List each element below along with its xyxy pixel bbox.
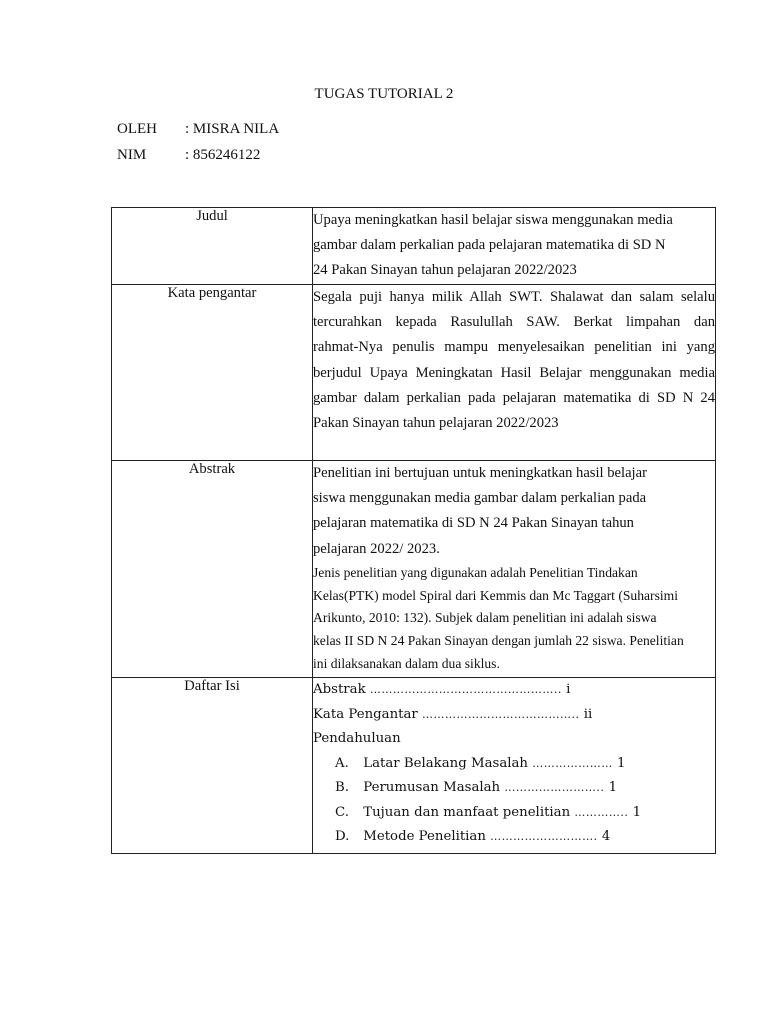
text-line: siswa menggunakan media gambar dalam perkalian pada xyxy=(313,490,647,507)
toc-sub-entry xyxy=(313,801,715,826)
abstrak-paragraph-1 xyxy=(313,461,715,562)
toc-entry-text: Kata Pengantar xyxy=(313,706,418,722)
toc-leader-dots: …………………….. xyxy=(504,781,605,794)
table-row-abstrak xyxy=(112,461,716,678)
toc-letter: D. xyxy=(335,829,350,844)
toc-entry xyxy=(313,678,715,703)
row-label-abstrak: Abstrak xyxy=(112,461,313,678)
text-line: kelas II SD N 24 Pakan Sinayan dengan jumlah 22 siswa. Penelitian xyxy=(313,633,684,649)
proposal-table xyxy=(111,207,716,854)
toc-entry-text: Perumusan Masalah xyxy=(363,780,501,795)
author-label: OLEH xyxy=(117,121,157,137)
text-line: Upaya meningkatkan hasil belajar siswa menggunakan media xyxy=(313,212,673,228)
table-row-judul xyxy=(112,208,716,285)
toc-page-number: i xyxy=(566,682,571,697)
row-content-abstrak xyxy=(313,461,716,678)
text-line: pelajaran matematika di SD N 24 Pakan Sinayan tahun xyxy=(313,515,634,532)
abstrak-paragraph-2 xyxy=(313,562,715,676)
toc-letter: A. xyxy=(335,755,349,771)
text-line: Pakan Sinayan tahun pelajaran 2022/2023 xyxy=(313,415,559,432)
text-line: berjudul Upaya Meningkatan Hasil Belajar menggunakan media xyxy=(313,364,715,381)
text-line: Penelitian ini bertujuan untuk meningkatkan hasil belajar xyxy=(313,465,647,481)
row-content-judul xyxy=(313,208,716,285)
toc-page-number: 1 xyxy=(632,804,642,820)
row-content-daftar-isi xyxy=(313,678,716,854)
toc-leader-dots: ………….. xyxy=(574,805,629,819)
toc-sub-entry xyxy=(313,825,715,850)
toc-entry xyxy=(313,727,715,752)
toc-entry-text: Metode Penelitian xyxy=(363,829,486,844)
text-line: Arikunto, 2010: 132). Subjek dalam penelitian ini adalah siswa xyxy=(313,610,657,626)
text-line: tercurahkan kepada Rasulullah SAW. Berkat limpahan dan xyxy=(313,314,715,331)
row-content-kata-pengantar xyxy=(313,285,716,461)
text-line: pelajaran 2022/ 2023. xyxy=(313,540,440,557)
judul-text xyxy=(313,208,715,284)
toc-page-number: 1 xyxy=(608,780,618,795)
table-row-kata-pengantar xyxy=(112,285,716,461)
toc-sub-entry xyxy=(313,776,715,801)
table-row-daftar-isi xyxy=(112,678,716,854)
toc-entry-text: Abstrak xyxy=(313,682,366,697)
toc-letter: B. xyxy=(335,780,349,795)
nim-label: NIM xyxy=(117,147,147,163)
text-line: rahmat-Nya penulis mampu menyelesaikan penelitian ini yang xyxy=(313,339,715,356)
toc-leader-dots: ………………… xyxy=(532,756,613,770)
text-line: ini dilaksanakan dalam dua siklus. xyxy=(313,656,500,671)
toc-leader-dots: ………………………. xyxy=(490,830,598,843)
toc-sub-entry xyxy=(313,752,715,777)
toc-page-number: 1 xyxy=(616,755,626,771)
page-title: TUGAS TUTORIAL 2 xyxy=(314,86,454,102)
toc-letter: C. xyxy=(335,804,349,820)
text-line: Kelas(PTK) model Spiral dari Kemmis dan Mc Taggart (Suharsimi xyxy=(313,587,678,603)
text-line: gambar dalam perkalian pada pelajaran matematika di SD N 24 xyxy=(313,389,715,406)
toc-entry-text: Tujuan dan manfaat penelitian xyxy=(363,804,571,820)
toc-page-number: 4 xyxy=(601,829,611,844)
row-label-judul: Judul xyxy=(112,208,313,285)
kata-pengantar-text xyxy=(313,285,715,436)
toc-page-number: ii xyxy=(583,706,593,722)
toc-leader-dots: ………………………………………….. xyxy=(369,683,562,696)
nim-row xyxy=(117,147,260,164)
row-label-kata-pengantar: Kata pengantar xyxy=(112,285,313,461)
toc-entry-text: Latar Belakang Masalah xyxy=(363,755,528,771)
text-line: gambar dalam perkalian pada pelajaran matematika di SD N xyxy=(313,237,666,254)
toc-entry xyxy=(313,703,715,728)
text-line: Jenis penelitian yang digunakan adalah Penelitian Tindakan xyxy=(313,564,638,580)
author-row xyxy=(117,121,279,138)
toc-leader-dots: ………………………………….. xyxy=(422,707,580,721)
text-line: 24 Pakan Sinayan tahun pelajaran 2022/2023 xyxy=(313,262,577,279)
row-label-daftar-isi: Daftar Isi xyxy=(112,678,313,854)
author-value: : MISRA NILA xyxy=(185,121,280,137)
nim-value: : 856246122 xyxy=(185,147,261,163)
text-line: Segala puji hanya milik Allah SWT. Shalawat dan salam selalu xyxy=(313,289,715,305)
toc-entry-text: Pendahuluan xyxy=(313,731,401,746)
